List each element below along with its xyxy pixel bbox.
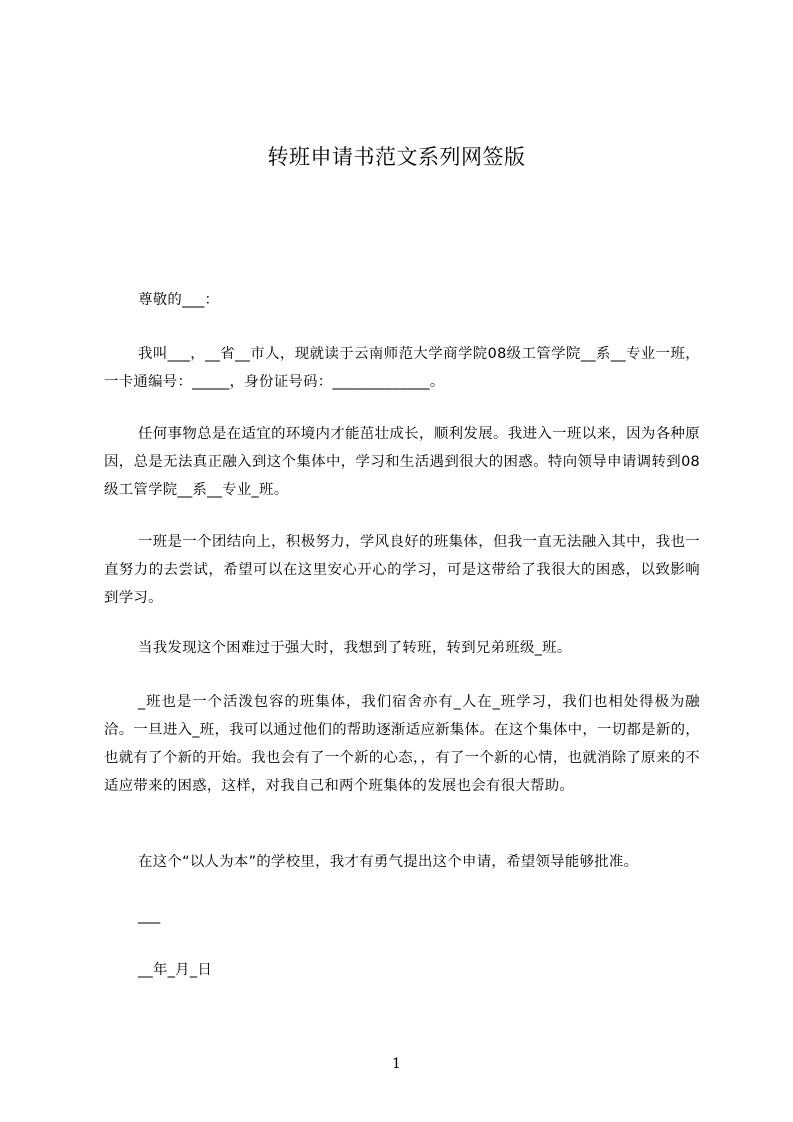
paragraph-closing: 在这个“以人为本”的学校里，我才有勇气提出这个申请，希望领导能够批准。 (138, 854, 639, 870)
paragraph-class: 一班是一个团结向上，积极努力，学风良好的班集体，但我一直无法融入其中，我也一直努力的去尝试，希望可以在这里安心开心的学习，可是这带给了我很大的困惑，以致影响到学习。 (104, 534, 700, 606)
paragraph-intro: 我叫___，__省__市人，现就读于云南师范大学商学院08级工管学院__系__专业一班，一卡通编号：_____，身份证号码：_____________。 (104, 346, 700, 390)
document-title: 转班申请书范文系列网签版 (267, 145, 526, 169)
salutation: 尊敬的___： (138, 292, 220, 308)
page-number: 1 (392, 1056, 401, 1072)
signature-line: ___ (138, 908, 161, 924)
paragraph-transfer: 当我发现这个困难过于强大时，我想到了转班，转到兄弟班级_班。 (138, 640, 572, 656)
date-line: __年_月_日 (138, 962, 213, 978)
paragraph-reason: 任何事物总是在适宜的环境内才能茁壮成长，顺利发展。我进入一班以来，因为各种原因，总是无法真正融入到这个集体中，学习和生活遇到很大的困惑。特向领导申请调转到08级工管学院__系__专业_班。 (104, 426, 700, 498)
paragraph-target-class: _班也是一个活泼包容的班集体，我们宿舍亦有_人在_班学习，我们也相处得极为融洽。一旦进入_班，我可以通过他们的帮助逐渐适应新集体。在这个集体中，一切都是新的，也就有了个新的开始。我也会有了一个新的心态，，有了一个新的心情，也就消除了原来的不适应带来的困惑，这样，对我自己和两个班集体的发展也会有很大帮助。 (104, 694, 700, 794)
